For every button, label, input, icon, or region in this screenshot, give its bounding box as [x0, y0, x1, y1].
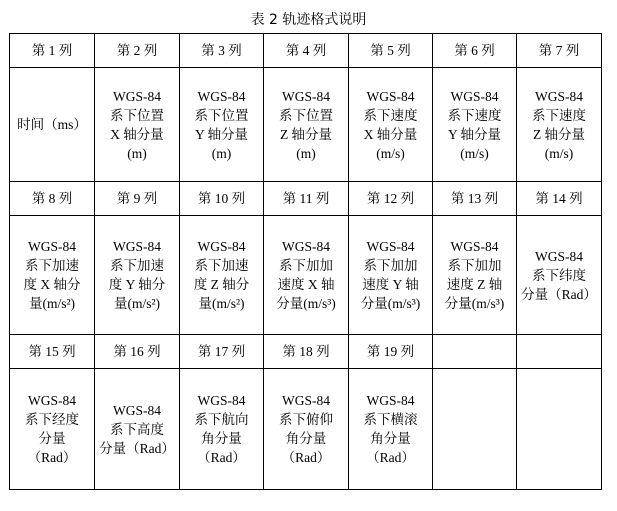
column-number-cell: 第 6 列 [433, 34, 517, 68]
column-number-cell: 第 16 列 [95, 335, 180, 369]
column-number-cell: 第 12 列 [349, 182, 433, 216]
column-description-cell: WGS-84 系下加加 速度 X 轴 分量(m/s³) [264, 216, 349, 335]
column-number-cell: 第 2 列 [95, 34, 180, 68]
column-number-cell: 第 9 列 [95, 182, 180, 216]
column-description-cell: WGS-84 系下位置 Y 轴分量 (m) [180, 68, 264, 182]
column-description-cell: WGS-84 系下速度 Z 轴分量 (m/s) [517, 68, 602, 182]
empty-cell [433, 369, 517, 490]
column-number-cell: 第 14 列 [517, 182, 602, 216]
column-description-cell: WGS-84 系下位置 Z 轴分量 (m) [264, 68, 349, 182]
column-description-cell: 时间（ms） [10, 68, 95, 182]
table-caption: 表 2 轨迹格式说明 [250, 12, 367, 28]
column-number-cell: 第 7 列 [517, 34, 602, 68]
column-description-row [10, 216, 602, 335]
column-description-cell: WGS-84 系下横滚 角分量 （Rad） [349, 369, 433, 490]
column-number-row [10, 335, 602, 369]
column-description-cell: WGS-84 系下高度 分量（Rad） [95, 369, 180, 490]
column-number-cell: 第 15 列 [10, 335, 95, 369]
column-number-cell: 第 13 列 [433, 182, 517, 216]
column-number-cell: 第 10 列 [180, 182, 264, 216]
column-description-cell: WGS-84 系下俯仰 角分量 （Rad） [264, 369, 349, 490]
column-description-cell: WGS-84 系下位置 X 轴分量 (m) [95, 68, 180, 182]
column-description-cell: WGS-84 系下速度 X 轴分量 (m/s) [349, 68, 433, 182]
column-description-cell: WGS-84 系下加加 速度 Z 轴 分量(m/s³) [433, 216, 517, 335]
column-number-cell: 第 8 列 [10, 182, 95, 216]
column-description-cell: WGS-84 系下加加 速度 Y 轴 分量(m/s³) [349, 216, 433, 335]
column-number-cell: 第 19 列 [349, 335, 433, 369]
column-description-cell: WGS-84 系下加速 度 X 轴分 量(m/s²) [10, 216, 95, 335]
column-number-cell: 第 3 列 [180, 34, 264, 68]
column-description-cell: WGS-84 系下加速 度 Y 轴分 量(m/s²) [95, 216, 180, 335]
empty-cell [517, 335, 602, 369]
column-number-row [10, 34, 602, 68]
column-description-cell: WGS-84 系下航向 角分量 （Rad） [180, 369, 264, 490]
column-number-cell: 第 11 列 [264, 182, 349, 216]
column-number-cell: 第 17 列 [180, 335, 264, 369]
empty-cell [517, 369, 602, 490]
column-description-cell: WGS-84 系下加速 度 Z 轴分 量(m/s²) [180, 216, 264, 335]
column-description-row [10, 68, 602, 182]
column-description-cell: WGS-84 系下经度 分量 （Rad） [10, 369, 95, 490]
trajectory-format-table [9, 33, 602, 490]
column-number-cell: 第 1 列 [10, 34, 95, 68]
column-number-cell: 第 18 列 [264, 335, 349, 369]
column-number-cell: 第 4 列 [264, 34, 349, 68]
column-description-row [10, 369, 602, 490]
column-number-cell: 第 5 列 [349, 34, 433, 68]
empty-cell [433, 335, 517, 369]
column-number-row [10, 182, 602, 216]
column-description-cell: WGS-84 系下纬度 分量（Rad） [517, 216, 602, 335]
column-description-cell: WGS-84 系下速度 Y 轴分量 (m/s) [433, 68, 517, 182]
